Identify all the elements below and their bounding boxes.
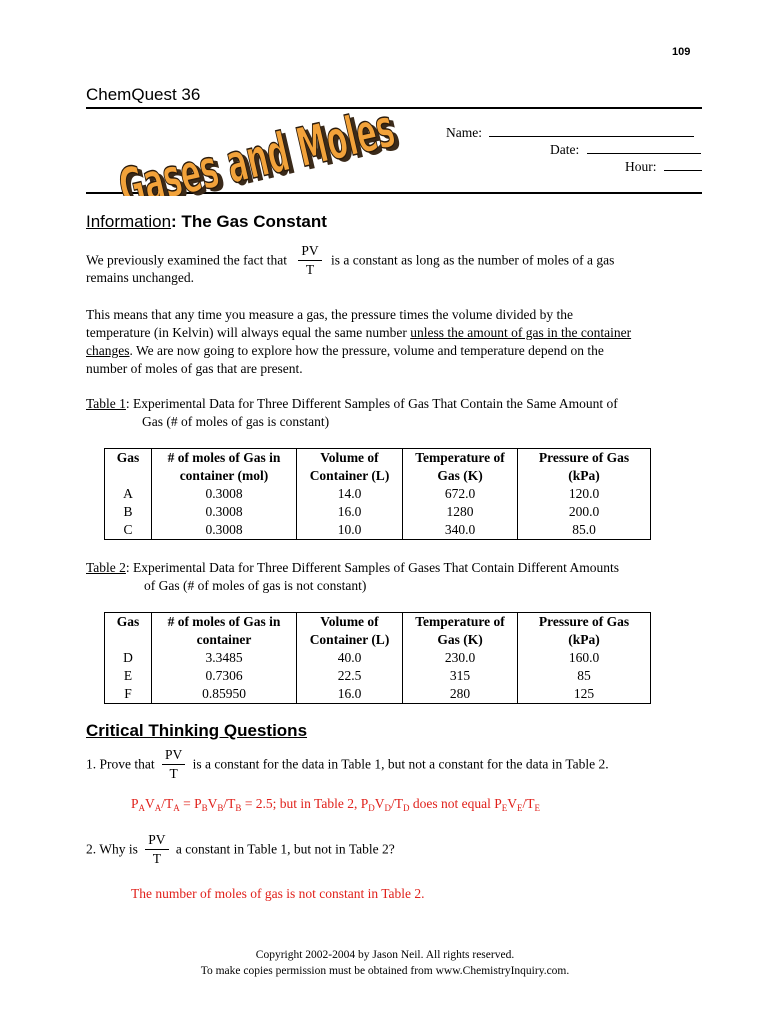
logo-graphic	[104, 96, 414, 196]
table-cell: E	[105, 667, 152, 685]
table1-caption: Table 1: Experimental Data for Three Different Samples of Gas That Contain the Same Amount of Gas (# of moles of gas is constant)	[86, 396, 618, 429]
name-label: Name:	[446, 125, 482, 140]
paragraph-line-4: number of moles of gas that are present.	[86, 361, 303, 376]
table-cell: 16.0	[297, 685, 403, 704]
table-row	[105, 503, 651, 521]
date-field[interactable]	[550, 141, 701, 158]
hour-field[interactable]	[625, 158, 702, 175]
table-cell: 0.85950	[152, 685, 297, 704]
table-cell: 200.0	[518, 503, 651, 521]
paragraph-line-3: changes. We are now going to explore how the pressure, volume and temperature depend on the	[86, 343, 604, 358]
table-row	[105, 649, 651, 667]
paragraph-line-2: temperature (in Kelvin) will always equal the same number unless the amount of gas in the container	[86, 325, 632, 340]
table-cell: 672.0	[403, 485, 518, 503]
question-2	[86, 831, 395, 868]
table2-header-volume: Volume of Container (L)	[297, 613, 403, 650]
table-cell: 340.0	[403, 521, 518, 540]
hour-label: Hour:	[625, 159, 657, 174]
name-blank[interactable]	[489, 124, 694, 137]
table1-header-temperature: Temperature of Gas (K)	[403, 449, 518, 486]
q2-pv-over-t-fraction: $\frac{PV}{T}$	[145, 831, 168, 868]
pv-over-t-fraction	[298, 242, 321, 279]
table-row	[105, 485, 651, 503]
table2-header-gas: Gas	[105, 613, 152, 650]
name-field[interactable]	[446, 124, 694, 141]
hour-blank[interactable]	[664, 158, 702, 171]
table-cell: 40.0	[297, 649, 403, 667]
intro-text-after: is a constant as long as the number of moles of a gas	[330, 252, 615, 268]
explanation-paragraph	[86, 306, 631, 378]
table1	[104, 448, 651, 540]
table-cell: C	[105, 521, 152, 540]
paragraph-line-1: This means that any time you measure a gas, the pressure times the volume divided by the	[86, 307, 574, 322]
table-cell: 0.3008	[152, 485, 297, 503]
table-cell: 230.0	[403, 649, 518, 667]
table-cell: 85	[518, 667, 651, 685]
table-cell: 1280	[403, 503, 518, 521]
question-1-suffix: is a constant for the data in Table 1, but not a constant for the data in Table 2.	[192, 756, 609, 772]
table1-label: Table 1	[86, 396, 126, 411]
table-cell: 280	[403, 685, 518, 704]
table1-header-pressure: Pressure of Gas (kPa)	[518, 449, 651, 486]
information-heading	[86, 212, 327, 232]
table1-header-gas: Gas	[105, 449, 152, 486]
table1-header-volume: Volume of Container (L)	[297, 449, 403, 486]
question-1	[86, 746, 609, 783]
intro-text-before: We previously examined the fact that	[86, 252, 287, 268]
table-cell: 0.3008	[152, 503, 297, 521]
q1-pv-over-t-fraction: $\frac{PV}{T}$	[162, 746, 185, 783]
footer	[0, 947, 770, 979]
footer-copyright: Copyright 2002-2004 by Jason Neil. All rights reserved.	[255, 949, 515, 961]
table2-label: Table 2	[86, 560, 126, 575]
table-row	[105, 521, 651, 540]
fraction-denominator: T	[305, 262, 315, 277]
answer-1	[131, 796, 540, 813]
question-2-suffix: a constant in Table 1, but not in Table 2?	[175, 841, 395, 857]
table-row	[105, 667, 651, 685]
question-2-prefix: 2. Why is	[86, 841, 138, 857]
information-title: : The Gas Constant	[171, 212, 327, 231]
table-cell: 16.0	[297, 503, 403, 521]
table-cell: 3.3485	[152, 649, 297, 667]
table2-header-moles: # of moles of Gas in container	[152, 613, 297, 650]
date-label: Date:	[550, 142, 580, 157]
table-cell: D	[105, 649, 152, 667]
table2	[104, 612, 651, 704]
logo-text: Gases and	[113, 96, 414, 196]
table-row	[105, 685, 651, 704]
series-title: ChemQuest 36	[86, 85, 201, 104]
table-cell: 10.0	[297, 521, 403, 540]
underlined-changes: changes	[86, 343, 130, 358]
table-cell: 160.0	[518, 649, 651, 667]
table2-header-temperature: Temperature of Gas (K)	[403, 613, 518, 650]
table1-header-moles: # of moles of Gas in container (mol)	[152, 449, 297, 486]
critical-thinking-heading: Critical Thinking Questions	[86, 721, 308, 740]
table-cell: 0.7306	[152, 667, 297, 685]
table-cell: B	[105, 503, 152, 521]
answer-2: The number of moles of gas is not constant in Table 2.	[131, 886, 425, 901]
intro-line-2: remains unchanged.	[86, 270, 194, 285]
table-cell: A	[105, 485, 152, 503]
table-cell: 125	[518, 685, 651, 704]
table1-header-row	[105, 449, 651, 486]
underlined-condition: unless the amount of gas in the container	[410, 325, 632, 340]
fraction-numerator: PV	[298, 242, 321, 261]
table-cell: 14.0	[297, 485, 403, 503]
question-1-prefix: 1. Prove that	[86, 756, 155, 772]
table2-caption: Table 2: Experimental Data for Three Different Samples of Gases That Contain Different Amounts of Gas (# of moles of gas is not constant)	[86, 560, 620, 593]
table-cell: F	[105, 685, 152, 704]
table-cell: 0.3008	[152, 521, 297, 540]
table-cell: 85.0	[518, 521, 651, 540]
gases-and-moles-logo	[104, 96, 414, 196]
footer-permission: To make copies permission must be obtained from www.ChemistryInquiry.com.	[200, 965, 570, 977]
date-blank[interactable]	[587, 141, 701, 154]
table-cell: 315	[403, 667, 518, 685]
table2-header-row	[105, 613, 651, 650]
answer-1-formatted: $P_AV_A/T_A = P_BV_B/T_B = 2.5$; but in Table 2, $P_DV_D/T_D$ does not equal $P_EV_E/T_E$	[131, 796, 540, 813]
information-label: Information	[86, 212, 172, 231]
table-cell: 22.5	[297, 667, 403, 685]
logo-shadow: Gases and	[118, 96, 414, 196]
table2-header-pressure: Pressure of Gas (kPa)	[518, 613, 651, 650]
page-number: 109	[672, 46, 691, 58]
table-cell: 120.0	[518, 485, 651, 503]
